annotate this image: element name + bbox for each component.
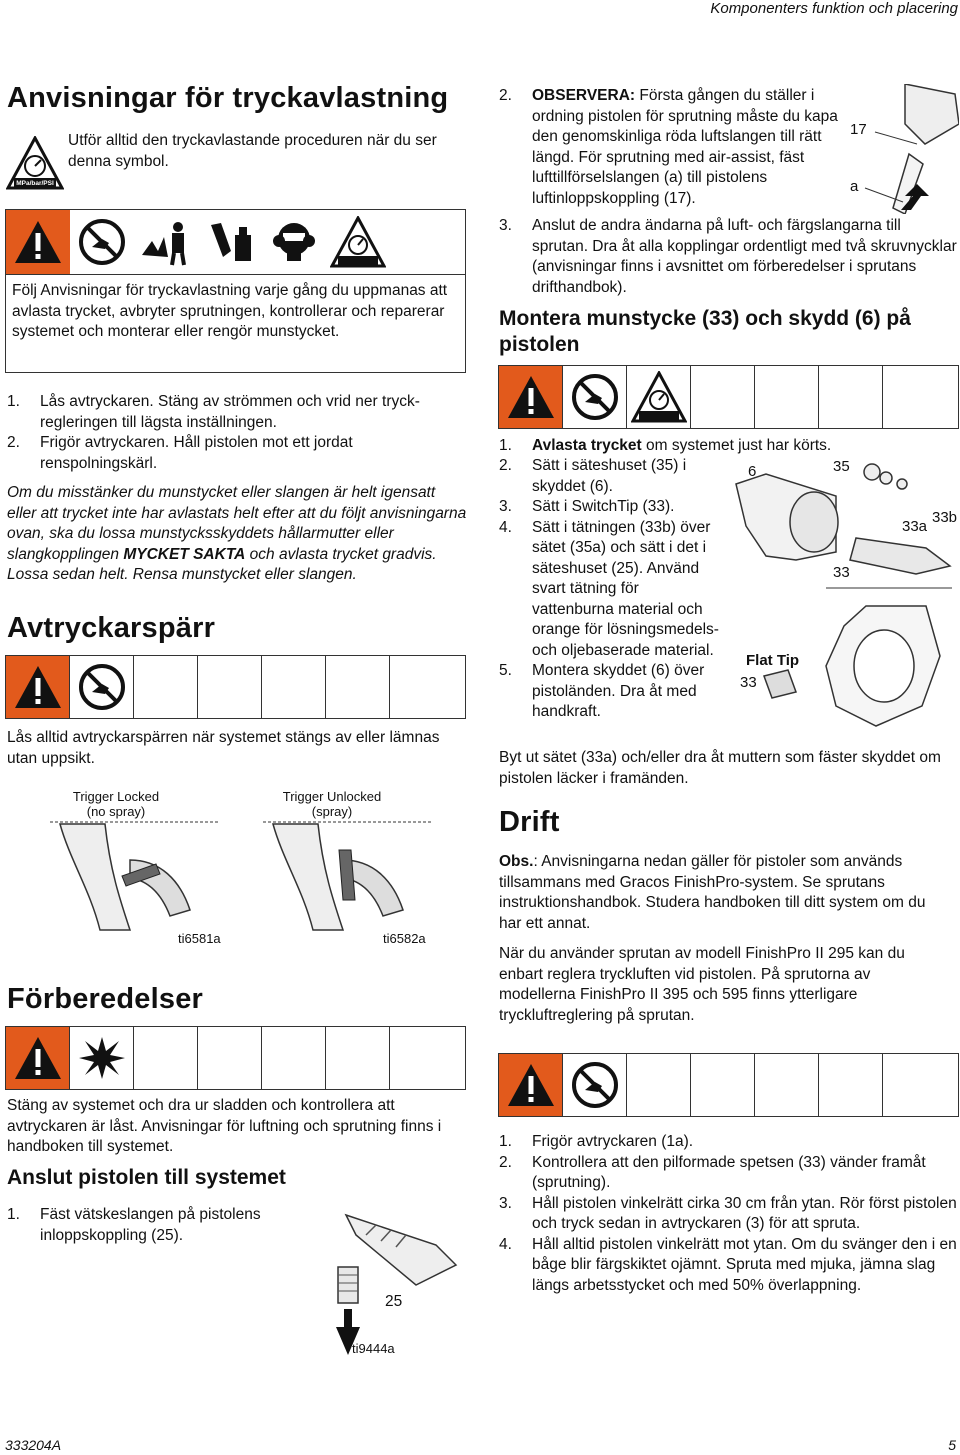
no-hand-spray-icon: [563, 1054, 627, 1116]
warning-triangle-icon: [6, 656, 70, 718]
fig-unlocked-caption: Trigger Unlocked (spray): [282, 789, 382, 819]
pressure-relief-warning-box: [5, 209, 466, 373]
warning-triangle-icon: [499, 366, 563, 428]
trigger-lock-text: Lås alltid avtryckarspärren när systemet stängs av eller lämnas utan uppsikt.: [7, 729, 440, 767]
callout-17: 17: [850, 121, 867, 138]
trigger-lock-warning-row: [5, 655, 466, 719]
list-item: 1. Frigör avtryckaren (1a).: [499, 1133, 694, 1150]
pressure-relief-box-text: Följ Anvisningar för tryckavlastning varje gång du uppmanas att avlasta trycket, avbryter sprutningen, kontrollerar och reparerar systemet och monterar eller rengör munstycket.: [12, 282, 448, 340]
warning-triangle-icon: [499, 1054, 563, 1116]
no-hand-spray-icon: [70, 656, 134, 718]
mount-warning-row: [498, 365, 959, 429]
operation-steps: [499, 1132, 959, 1296]
list-item: 2. Frigör avtryckaren. Håll pistolen mot ett jordat renspolningskärl.: [7, 434, 353, 472]
connect-steps-continued: [499, 86, 839, 209]
label-33: 33: [833, 564, 850, 581]
symbol-label: MPa/bar/PSI: [16, 180, 54, 187]
list-item: 3. Håll pistolen vinkelrätt cirka 30 cm från ytan. Rör först pistolen och tryck sedan in avtryckaren (3) för att spruta.: [499, 1194, 957, 1232]
heading-mount-tip: Montera munstycke (33) och skydd (6) på pistolen: [499, 307, 911, 356]
trigger-locked-figure: [50, 820, 220, 938]
operation-para: När du använder sprutan av modell FinishPro II 295 kan du enbart reglera tryckluften vid pistolen. På sprutorna av modellerna FinishPro II 395 och 595 finns ytterligare tryckluftreglering på sprutan.: [499, 945, 905, 1024]
running-header: Komponenters funktion och placering: [710, 0, 958, 17]
page-number: 5: [948, 1437, 956, 1453]
list-item: 4. Håll alltid pistolen vinkelrätt mot ytan. Om du svänger den i en båge blir färgskiktet ojämnt. Spruta med mjuka, jämna slag längs arbetsstycket och med 50% överlappning.: [499, 1235, 957, 1294]
warning-triangle-icon: [6, 210, 70, 274]
no-hand-spray-icon: [70, 210, 134, 274]
fig-unlocked-id: ti6582a: [383, 931, 426, 946]
list-item: 5. Montera skyddet (6) över pistoländen. Dra åt med handkraft.: [499, 662, 705, 720]
moving-parts-hand-icon: [198, 210, 262, 274]
heading-operation: Drift: [499, 806, 560, 838]
label-6: 6: [748, 463, 757, 480]
pressure-relief-steps: [7, 392, 467, 474]
no-hand-spray-icon: [563, 366, 627, 428]
mount-steps-2-5: [499, 456, 723, 723]
heading-preparation: Förberedelser: [7, 983, 204, 1015]
label-flat-tip: Flat Tip: [746, 652, 800, 669]
air-inlet-figure: [845, 84, 959, 214]
fig-locked-caption: Trigger Locked (no spray): [72, 789, 160, 819]
mount-step-1: [499, 436, 859, 457]
list-item: 3. Sätt i SwitchTip (33).: [499, 498, 675, 515]
operation-note: Obs.: Anvisningarna nedan gäller för pistoler som används tillsammans med Gracos FinishPro-system. Se sprutans instruktionshandbok. Studera handboken till ditt system om du har ett annat.: [499, 853, 926, 932]
pressure-relief-icon: [326, 210, 390, 274]
warning-symbol-row: [6, 210, 465, 275]
mount-after-text: Byt ut sätet (33a) och/eller dra åt muttern som fäster skyddet om pistolen läcker i framänden.: [499, 749, 941, 787]
heading-trigger-lock: Avtryckarspärr: [7, 612, 216, 644]
list-item: 1. Lås avtryckaren. Stäng av strömmen och vrid ner tryck-regleringen till lägsta inställningen.: [7, 393, 420, 431]
list-item: 1. Avlasta trycket om systemet just har körts.: [499, 437, 832, 454]
callout-a: a: [850, 178, 859, 195]
list-item: 1. Fäst vätskeslangen på pistolens inloppskoppling (25).: [7, 1206, 261, 1244]
list-item: 2. Sätt i säteshuset (35) i skyddet (6).: [499, 457, 687, 495]
list-item: 2. Kontrollera att den pilformade spetsen (33) vänder framåt (sprutning).: [499, 1153, 926, 1191]
label-33-flat: 33: [740, 674, 757, 691]
connect-steps-3: [499, 216, 959, 298]
list-item: 4. Sätt i tätningen (33b) över sätet (35a) och sätt i det i säteshuset (25). Använd svart tätning för vattenburna material och orange för lösningsmedels- och oljebaserade material.: [499, 518, 719, 659]
fig-locked-id: ti6581a: [178, 931, 221, 946]
list-item: 2. OBSERVERA: Första gången du ställer i ordning pistolen för sprutning måste du kapa den genomskinliga röda luftslangen till rätt längd. För sprutning med air-assist, fäst lufttillförselslangen (a) till pistolens luftinloppskoppling (17).: [499, 87, 838, 207]
preparation-warning-row: [5, 1026, 466, 1090]
explosion-hazard-icon: [70, 1027, 134, 1089]
connect-steps: [7, 1205, 297, 1246]
hose-connection-figure: [316, 1205, 466, 1357]
hose-fig-id: ti9444a: [352, 1341, 395, 1356]
doc-number: 333204A: [5, 1437, 62, 1453]
list-item: 3. Anslut de andra ändarna på luft- och färgslangarna till sprutan. Dra åt alla kopplingar ordentligt med två skruvnycklar (anvisningar finns i avsnittet om förberedelser i sprutans drifthandbok).: [499, 217, 957, 296]
protective-equipment-icon: [262, 210, 326, 274]
warning-triangle-icon: [6, 1027, 70, 1089]
symbol-note: Utför alltid den tryckavlastande proceduren när du ser denna symbol.: [68, 132, 437, 170]
fig-callout-25: 25: [385, 1293, 403, 1310]
trigger-unlocked-figure: [263, 820, 433, 938]
preparation-text: Stäng av systemet och dra ur sladden och kontrollera att avtryckaren är låst. Anvisningar för luftning och sprutning finns i handboken till systemet.: [7, 1097, 442, 1155]
heading-connect-gun: Anslut pistolen till systemet: [7, 1166, 286, 1189]
injection-hazard-icon: [134, 210, 198, 274]
label-35: 35: [833, 458, 850, 475]
pressure-relief-icon: [627, 366, 691, 428]
label-33b: 33b: [932, 509, 958, 526]
tip-guard-figure: [726, 456, 960, 740]
label-33a: 33a: [902, 518, 928, 535]
pressure-relief-italic-note: Om du misstänker du munstycket eller slangen är helt igensatt eller att trycket inte har avlastats helt efter att du följt anvisningarna ovan, ska du lossa munstycksskyddets hållarmutter eller slangkopplingen MYCKET SAKTA och avlasta trycket gradvis. Lossa sedan helt. Rensa munstycket eller slangen.: [7, 484, 467, 583]
heading-pressure-relief: Anvisningar för tryckavlastning: [7, 82, 449, 114]
pressure-relief-symbol-icon: [6, 136, 64, 190]
operation-warning-row: [498, 1053, 959, 1117]
